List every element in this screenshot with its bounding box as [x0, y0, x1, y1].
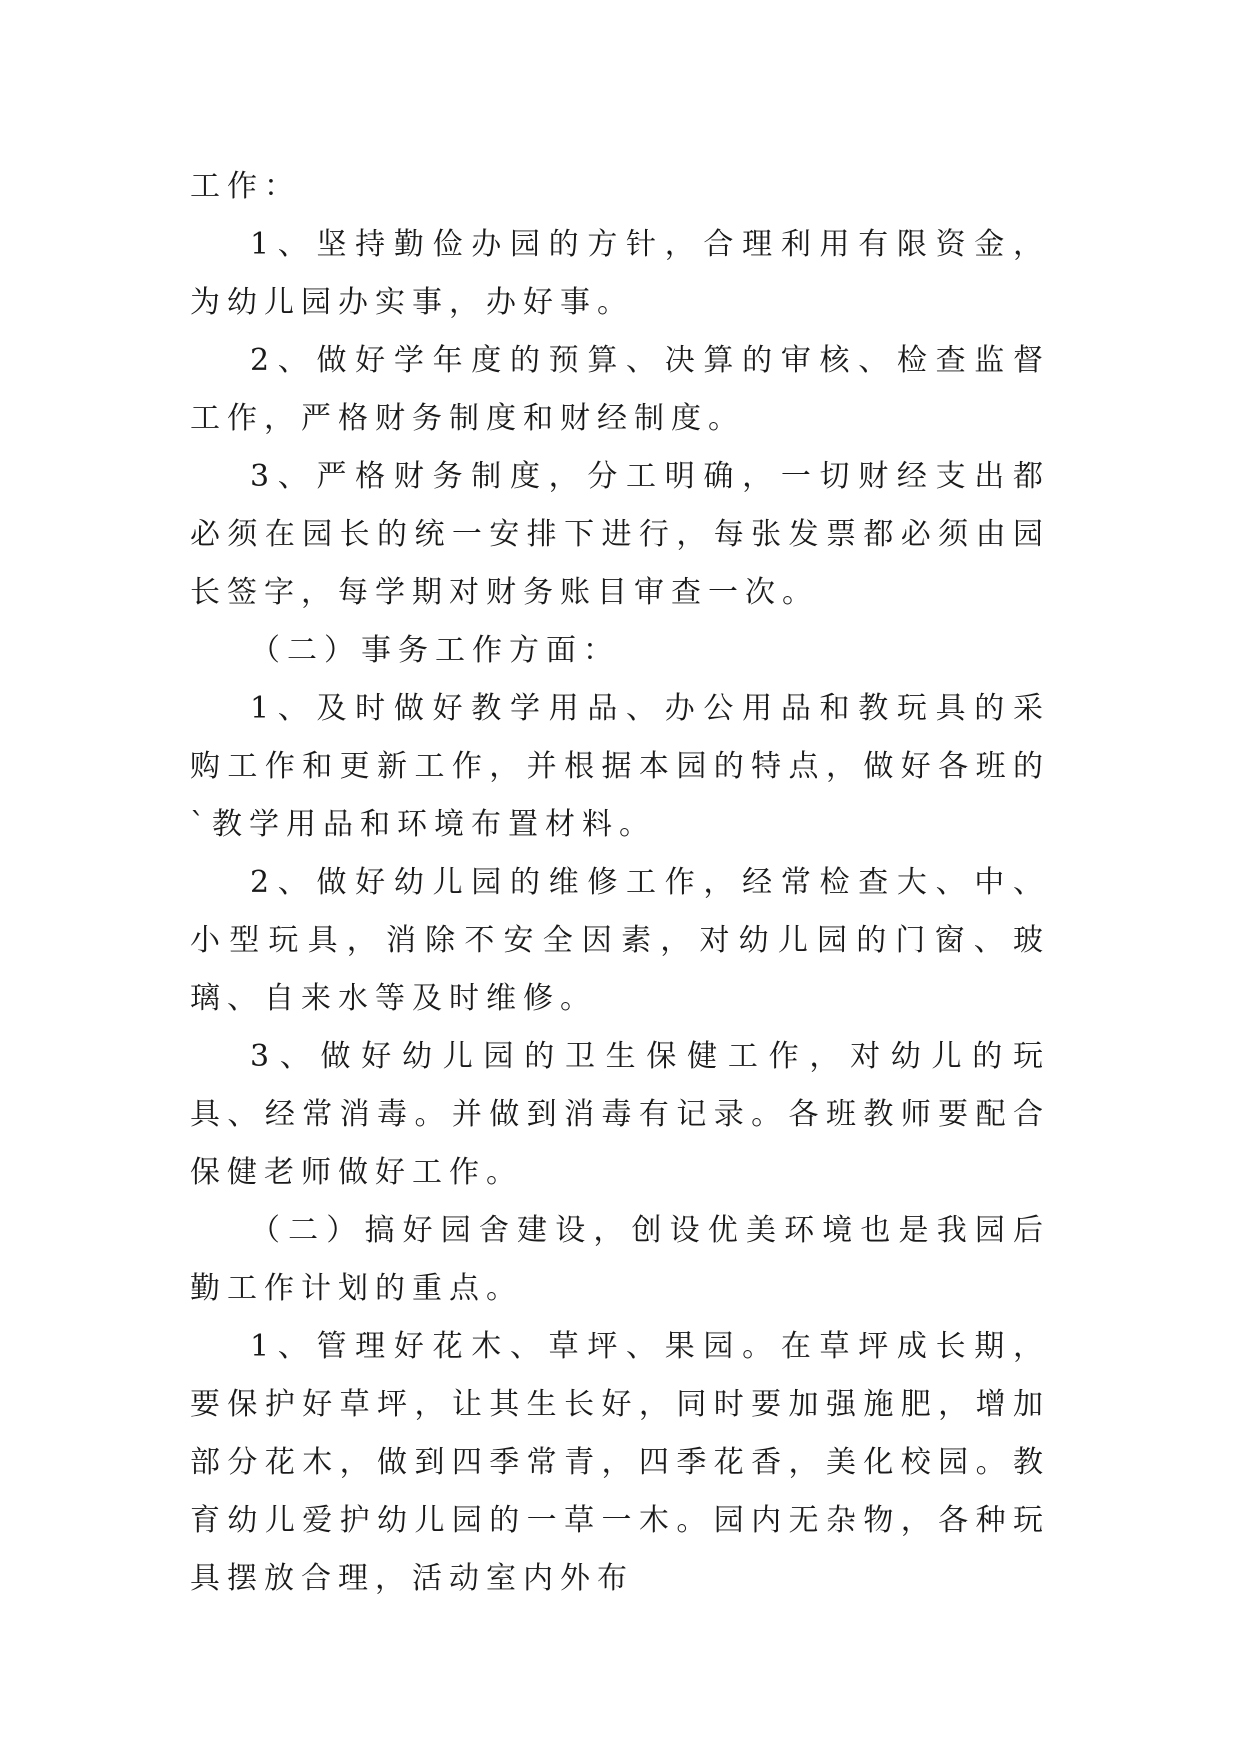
paragraph-item-1: 1、坚持勤俭办园的方针，合理利用有限资金，为幼儿园办实事，办好事。: [190, 227, 1050, 320]
paragraph-affairs-1: 1、及时做好教学用品、办公用品和教玩具的采购工作和更新工作，并根据本园的特点，做好各班的`教学用品和环境布置材料。: [190, 691, 1050, 842]
paragraph-continuation: 工作：: [190, 169, 301, 204]
paragraph-construction-1: 1、管理好花木、草坪、果园。在草坪成长期，要保护好草坪，让其生长好，同时要加强施肥，增加部分花木，做到四季常青，四季花香，美化校园。教育幼儿爱护幼儿园的一草一木。园内无杂物，各种玩具摆放合理，活动室内外布: [190, 1329, 1050, 1596]
section-heading-affairs: （二）事务工作方面：: [250, 633, 620, 668]
document-body: [190, 158, 1050, 1608]
paragraph-item-3: 3、严格财务制度，分工明确，一切财经支出都必须在园长的统一安排下进行，每张发票都必须由园长签字，每学期对财务账目审查一次。: [190, 459, 1050, 610]
section-heading-construction: （二）搞好园舍建设，创设优美环境也是我园后勤工作计划的重点。: [190, 1213, 1050, 1306]
paragraph-item-2: 2、做好学年度的预算、决算的审核、检查监督工作，严格财务制度和财经制度。: [190, 343, 1050, 436]
paragraph-affairs-3: 3、做好幼儿园的卫生保健工作，对幼儿的玩具、经常消毒。并做到消毒有记录。各班教师要配合保健老师做好工作。: [190, 1039, 1050, 1190]
paragraph-affairs-2: 2、做好幼儿园的维修工作，经常检查大、中、小型玩具，消除不安全因素，对幼儿园的门窗、玻璃、自来水等及时维修。: [190, 865, 1050, 1016]
